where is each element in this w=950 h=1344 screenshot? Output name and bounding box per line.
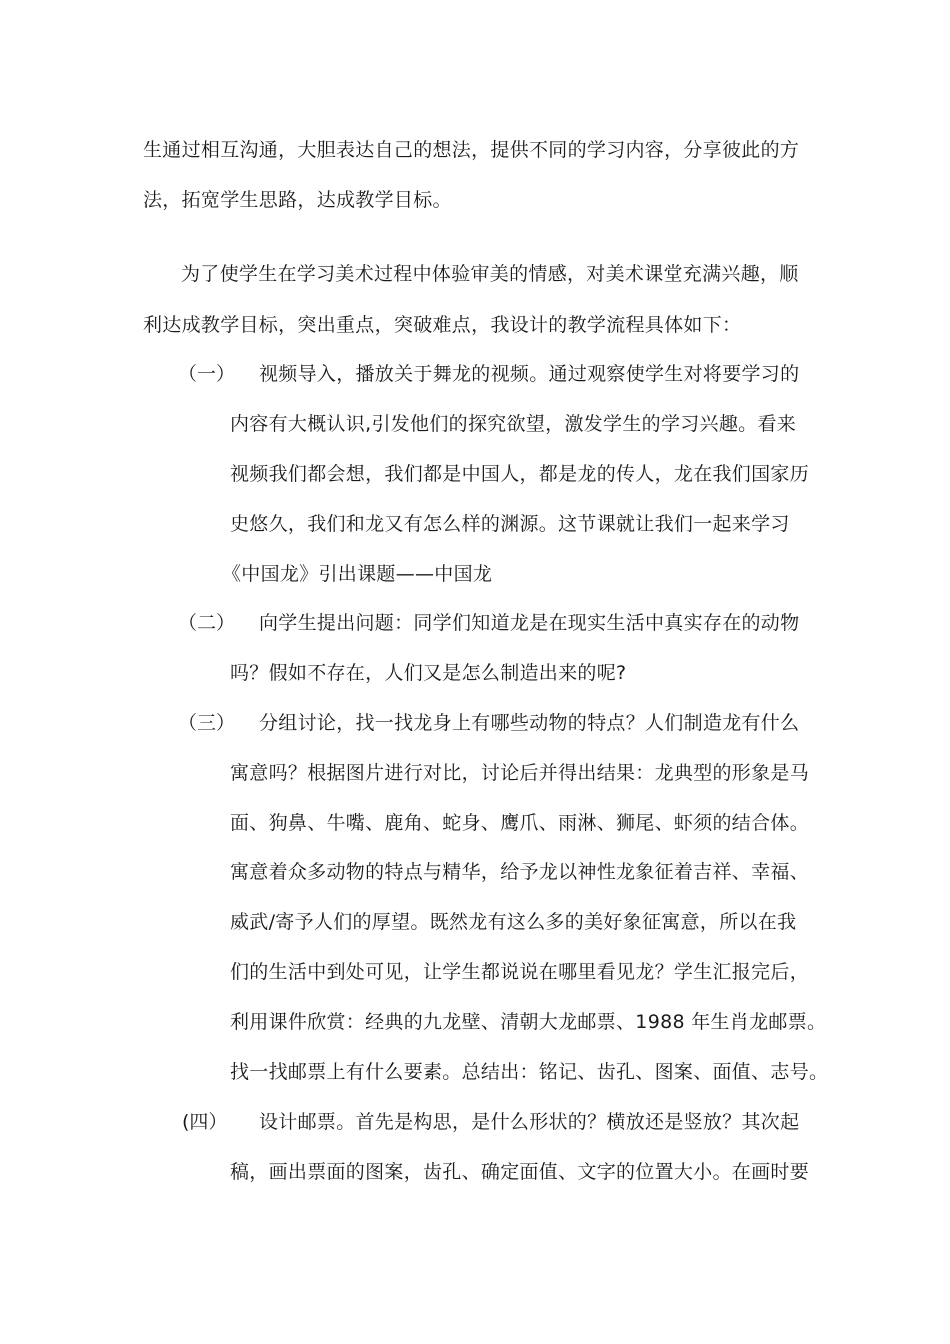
step-line: 找一找邮票上有什么要素。总结出：铭记、齿孔、图案、面值、志号。 bbox=[230, 1061, 829, 1083]
step-line: 《中国龙》引出课题——中国龙 bbox=[222, 563, 493, 585]
step-marker: （一） bbox=[178, 363, 236, 385]
paragraph-line: 法，拓宽学生思路，达成教学目标。 bbox=[143, 189, 452, 211]
step-marker: （二） bbox=[178, 612, 236, 634]
step-line: 面、狗鼻、牛嘴、鹿角、蛇身、鹰爪、雨淋、狮尾、虾须的结合体。 bbox=[230, 812, 810, 834]
step-line: 寓意吗？根据图片进行对比，讨论后并得出结果：龙典型的形象是马 bbox=[230, 762, 810, 784]
step-line: 向学生提出问题：同学们知道龙是在现实生活中真实存在的动物 bbox=[259, 612, 800, 634]
step-marker: (四） bbox=[182, 1111, 228, 1133]
step-line: 视频我们都会想，我们都是中国人，都是龙的传人，龙在我们国家历 bbox=[230, 463, 810, 485]
step-marker: （三） bbox=[178, 712, 236, 734]
step-line: 威武/寄予人们的厚望。既然龙有这么多的美好象征寓意，所以在我 bbox=[230, 911, 797, 933]
step-line: 利用课件欣赏：经典的九龙壁、清朝大龙邮票、1988 年生肖龙邮票。 bbox=[230, 1011, 827, 1033]
step-line: 设计邮票。首先是构思，是什么形状的？横放还是竖放？其次起 bbox=[259, 1111, 800, 1133]
step-line: 内容有大概认识,引发他们的探究欲望，激发学生的学习兴趣。看来 bbox=[230, 413, 797, 435]
step-line: 吗？假如不存在，人们又是怎么制造出来的呢? bbox=[230, 662, 627, 684]
step-line: 史悠久，我们和龙又有怎么样的渊源。这节课就让我们一起来学习 bbox=[230, 513, 790, 535]
step-line: 视频导入，播放关于舞龙的视频。通过观察使学生对将要学习的 bbox=[259, 363, 800, 385]
paragraph-line: 生通过相互沟通，大胆表达自己的想法，提供不同的学习内容，分享彼此的方 bbox=[143, 139, 800, 161]
step-line: 寓意着众多动物的特点与精华，给予龙以神性龙象征着吉祥、幸福、 bbox=[230, 861, 810, 883]
step-line: 们的生活中到处可见，让学生都说说在哪里看见龙？学生汇报完后， bbox=[230, 961, 810, 983]
step-line: 稿，画出票面的图案，齿孔、确定面值、文字的位置大小。在画时要 bbox=[230, 1161, 810, 1183]
step-line: 分组讨论，找一找龙身上有哪些动物的特点？人们制造龙有什么 bbox=[259, 712, 800, 734]
paragraph-line: 利达成教学目标，突出重点，突破难点，我设计的教学流程具体如下： bbox=[143, 314, 742, 336]
paragraph-line: 为了使学生在学习美术过程中体验审美的情感，对美术课堂充满兴趣，顺 bbox=[181, 263, 799, 285]
